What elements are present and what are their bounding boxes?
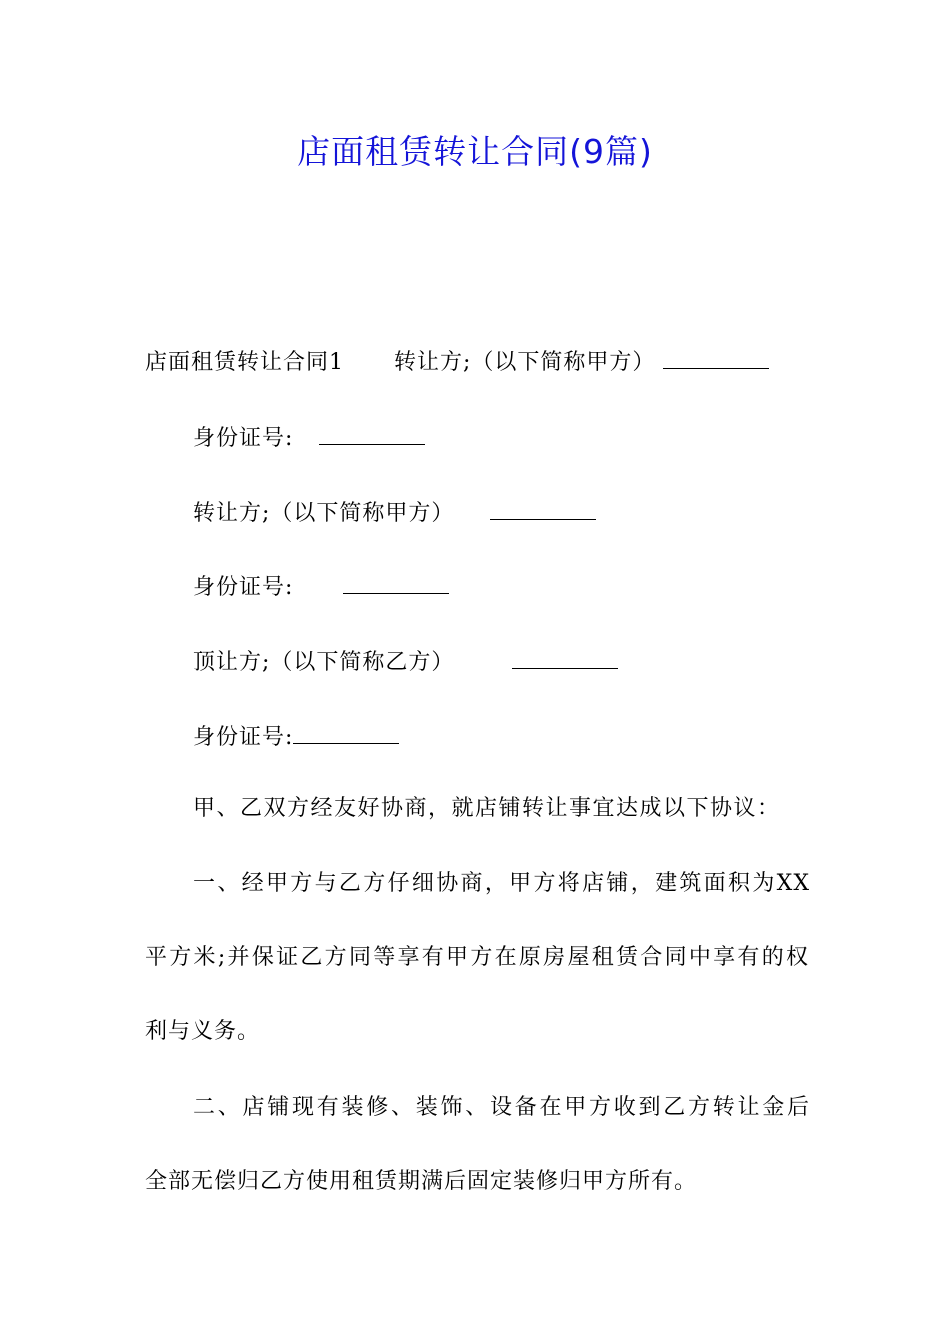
document-title: 店面租赁转让合同(9篇) bbox=[297, 132, 653, 171]
transferee-label: 顶让方;（以下简称乙方） bbox=[193, 650, 455, 675]
clause-one-line-2: 平方米;并保证乙方同等享有甲方在原房屋租赁合同中享有的权 bbox=[145, 945, 810, 970]
id-number-line-3 bbox=[193, 719, 399, 753]
id-number-label-2: 身份证号: bbox=[193, 575, 294, 600]
clause-one-line-1: 一、经甲方与乙方仔细协商，甲方将店铺，建筑面积为XX bbox=[193, 871, 810, 896]
id-number-line-1 bbox=[193, 420, 425, 454]
transferor-blank-2 bbox=[490, 495, 596, 520]
transferor-line-2 bbox=[193, 495, 596, 529]
id-number-line-2 bbox=[193, 569, 449, 603]
intro-line bbox=[145, 344, 769, 378]
transferor-label-2: 转让方;（以下简称甲方） bbox=[193, 501, 455, 526]
clause-two-line-1: 二、店铺现有装修、装饰、设备在甲方收到乙方转让金后 bbox=[193, 1095, 810, 1120]
transferor-name-blank bbox=[663, 344, 769, 369]
contract-heading: 店面租赁转让合同1 bbox=[145, 350, 344, 375]
clause-one-line-3: 利与义务。 bbox=[145, 1019, 261, 1044]
transferee-blank bbox=[512, 644, 618, 669]
transferee-line bbox=[193, 644, 618, 678]
agreement-intro: 甲、乙双方经友好协商，就店铺转让事宜达成以下协议： bbox=[193, 796, 781, 821]
id-number-label-3: 身份证号: bbox=[193, 725, 294, 750]
id-number-blank-3 bbox=[293, 719, 399, 744]
transferor-label: 转让方;（以下简称甲方） bbox=[394, 350, 656, 375]
id-number-blank-2 bbox=[343, 569, 449, 594]
id-number-label-1: 身份证号: bbox=[193, 426, 294, 451]
clause-two-line-2: 全部无偿归乙方使用租赁期满后固定装修归甲方所有。 bbox=[145, 1169, 698, 1194]
id-number-blank-1 bbox=[319, 420, 425, 445]
